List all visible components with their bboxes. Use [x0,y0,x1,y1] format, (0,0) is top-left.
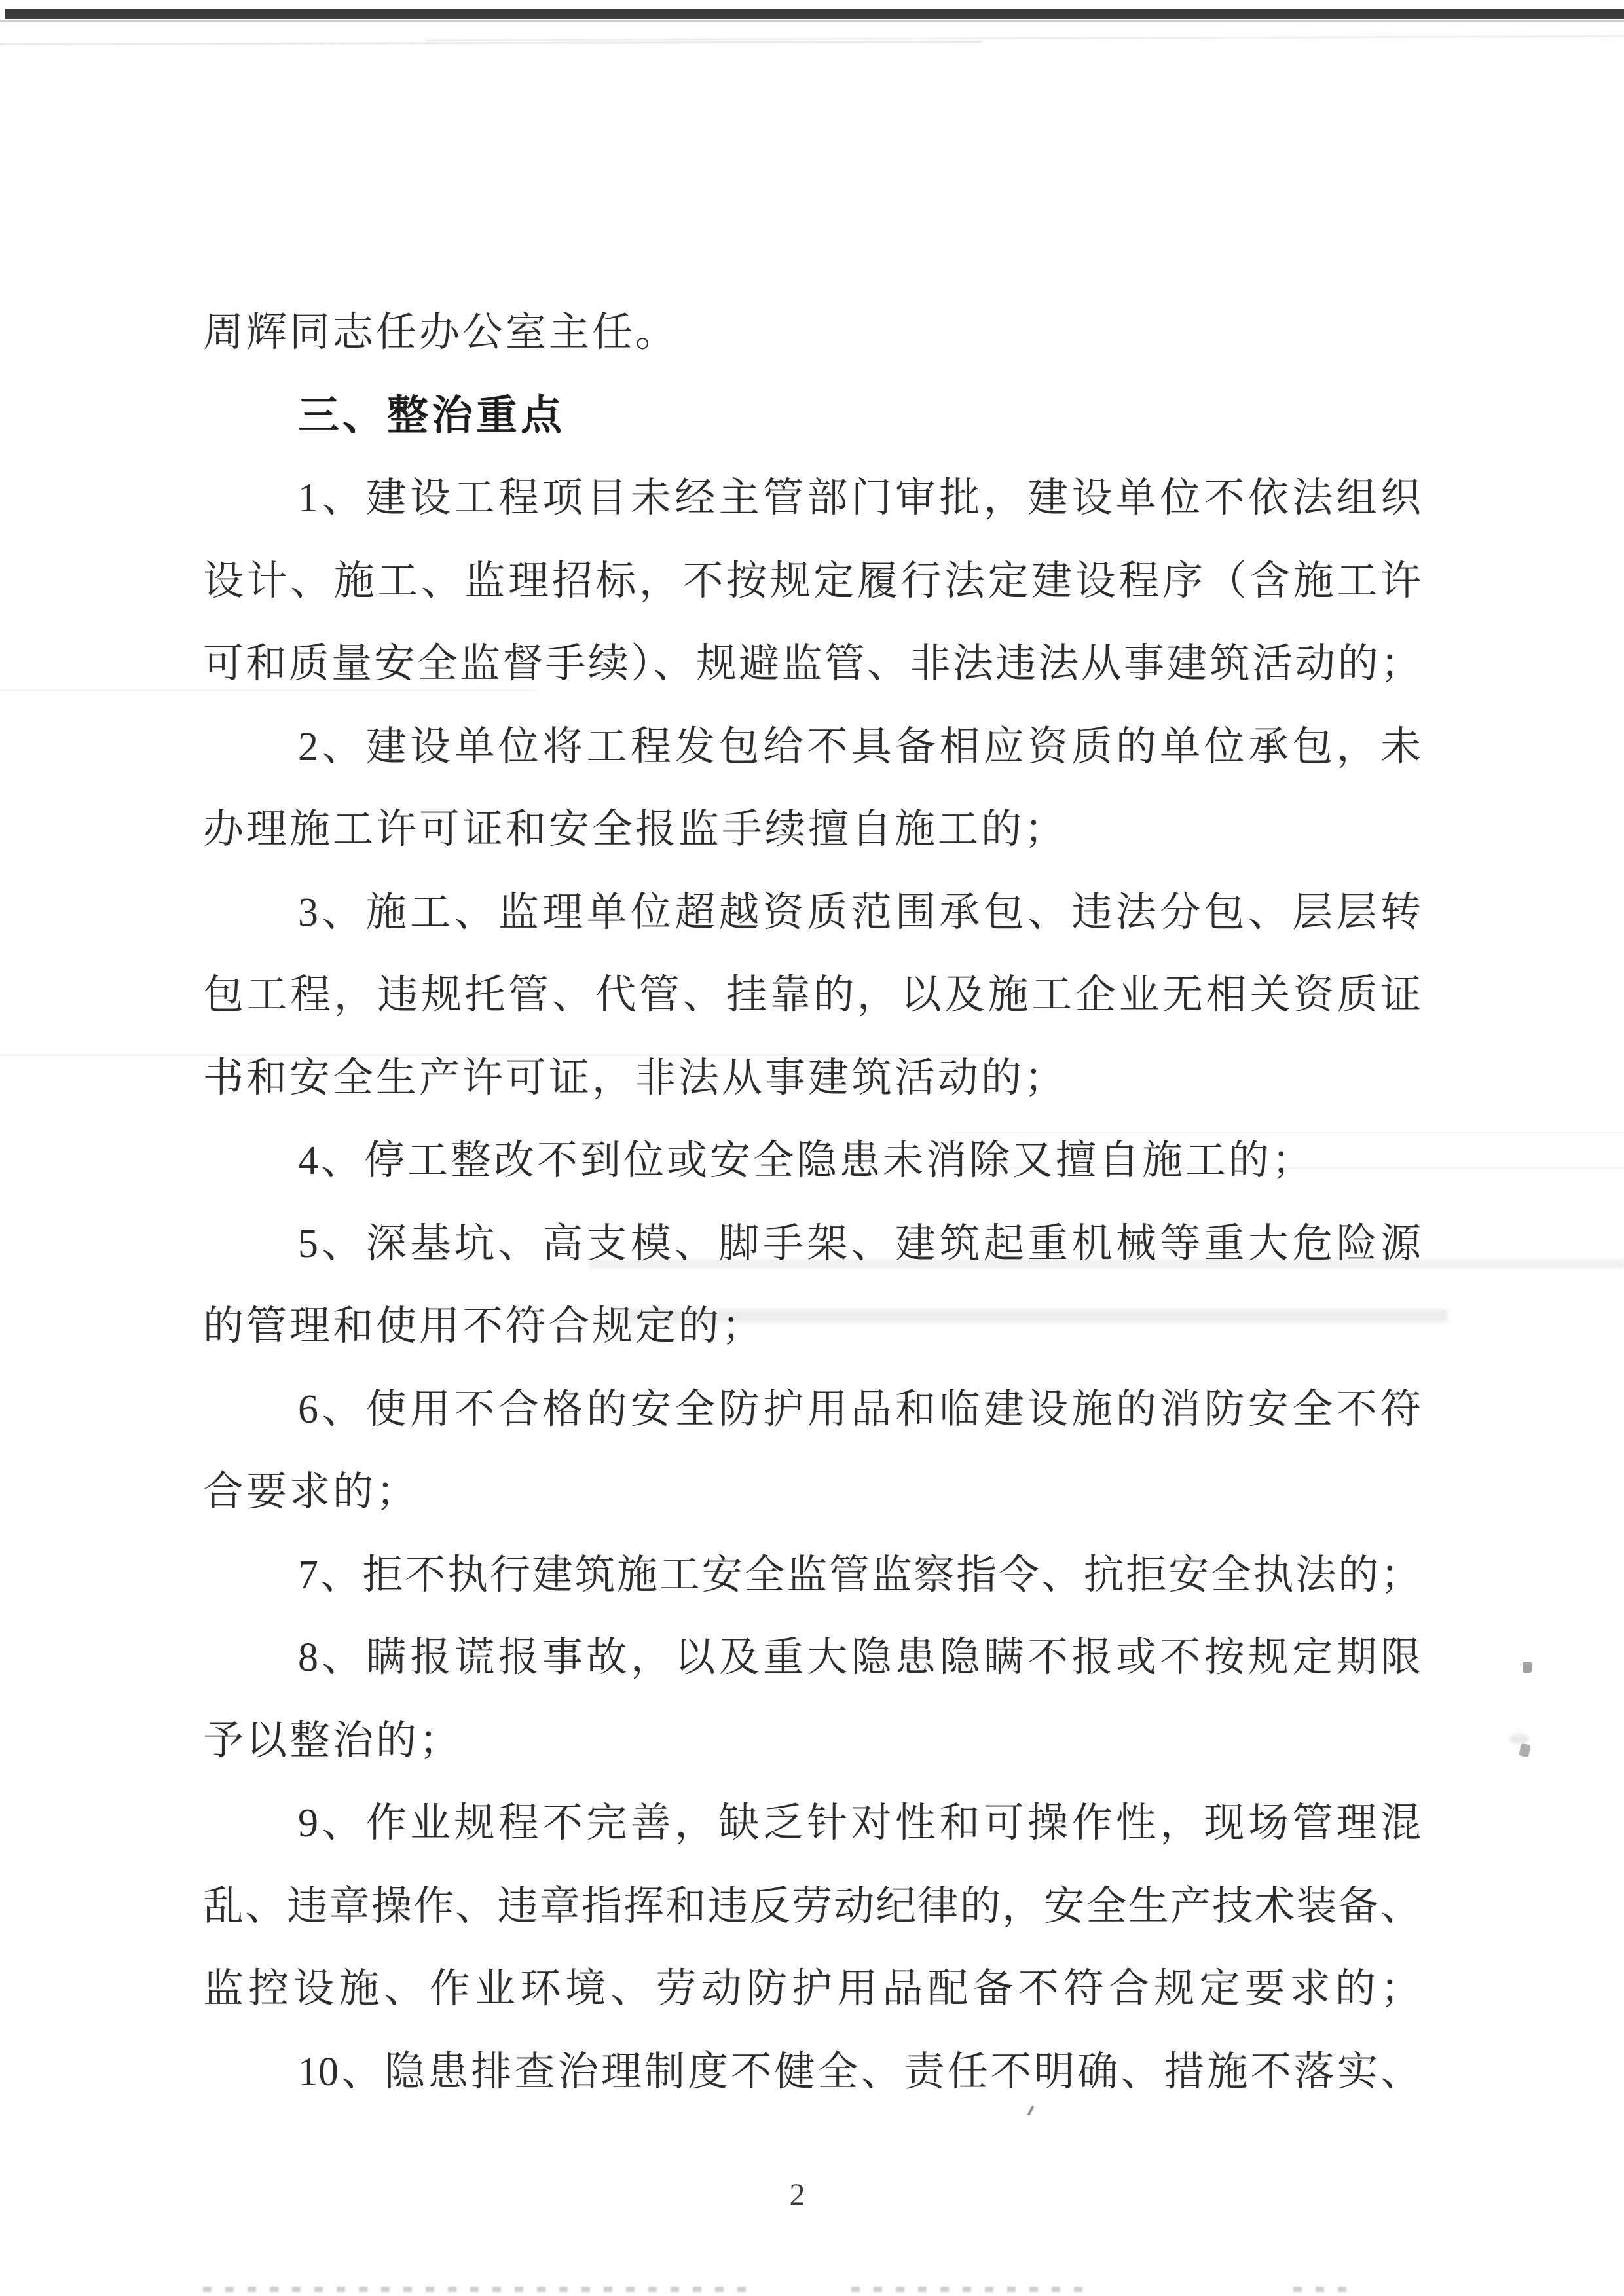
text-line: 4、停工整改不到位或安全隐患未消除又擅自施工的； [298,1139,1316,1183]
text-line: 监控设施、作业环境、劳动防护用品配备不符合规定要求的； [203,1967,1421,2011]
text-line: 予以整治的； [203,1718,463,1763]
text-line: 10、隐患排查治理制度不健全、责任不明确、措施不落实、 [298,2049,1421,2094]
scan-line-top [0,20,1624,22]
text-line: 的管理和使用不符合规定的； [203,1304,766,1349]
text-line: 可和质量安全监督手续）、规避监管、非法违法从事建筑活动的； [203,642,1421,686]
text-line: 9、作业规程不完善，缺乏针对性和可操作性，现场管理混 [298,1801,1421,1846]
bleed-specks [203,2287,747,2292]
scan-blob [1519,1743,1531,1758]
text-line: 1、建设工程项目未经主管部门审批，建设单位不依法组织 [298,476,1421,520]
text-line: 包工程，违规托管、代管、挂靠的，以及施工企业无相关资质证 [203,973,1421,1017]
text-line: 书和安全生产许可证，非法从事建筑活动的； [203,1055,1068,1101]
page-number: 2 [789,2178,805,2212]
scan-blob [1522,1662,1532,1673]
text-line: 5、深基坑、高支模、脚手架、建筑起重机械等重大危险源 [298,1221,1421,1266]
text-line: 8、瞒报谎报事故，以及重大隐患隐瞒不报或不按规定期限 [298,1635,1421,1680]
scan-smudge [1509,1734,1529,1744]
text-line: 合要求的； [203,1470,420,1514]
section-heading: 三、整治重点 [298,392,565,439]
scan-wave-line [0,41,982,45]
text-line: 设计、施工、监理招标，不按规定履行法定建设程序（含施工许 [203,558,1421,604]
text-line: 2、建设单位将工程发包给不具备相应资质的单位承包，未 [298,724,1421,769]
text-line: 7、拒不执行建筑施工安全监管监察指令、抗拒安全执法的； [298,1552,1421,1597]
text-line: 乱、违章操作、违章指挥和违反劳动纪律的，安全生产技术装备、 [203,1884,1421,1929]
document-body [203,291,1421,2113]
text-line: 周辉同志任办公室主任。 [203,310,679,355]
bleed-specks [1293,2287,1349,2292]
text-line: 6、使用不合格的安全防护用品和临建设施的消防安全不符 [298,1387,1421,1432]
text-line: 3、施工、监理单位超越资质范围承包、违法分包、层层转 [298,890,1421,935]
bleed-specks [851,2287,1087,2292]
scan-wave-line [426,35,1624,41]
text-line: 办理施工许可证和安全报监手续擅自施工的； [203,807,1068,852]
scan-band-top [5,9,1624,19]
